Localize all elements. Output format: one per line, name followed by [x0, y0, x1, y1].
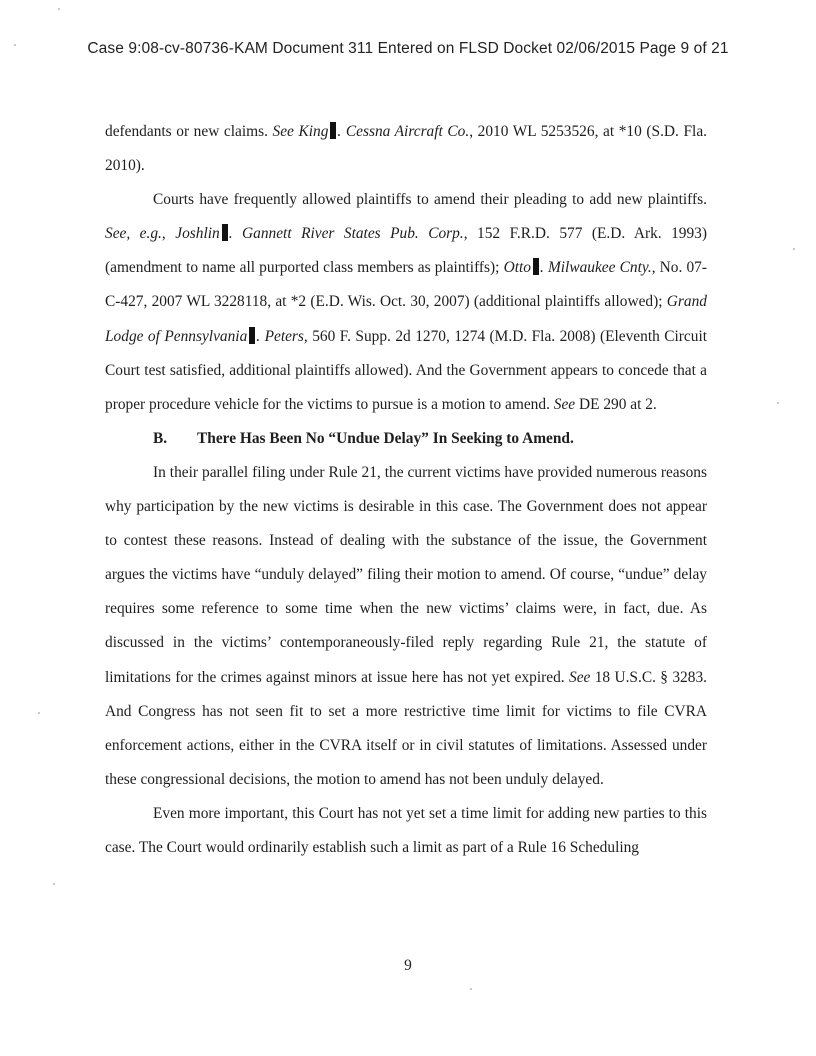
paragraph-time-limit [105, 797, 707, 865]
redaction-mark [249, 327, 255, 344]
citation-peters: . Peters [256, 327, 304, 345]
paragraph-amend-plaintiffs [105, 183, 707, 422]
citation-king: See King [272, 123, 329, 140]
signal-see-eg: See, e.g. [105, 225, 162, 243]
paragraph-undue-delay [105, 456, 707, 797]
text-run: defendants or new claims. [105, 123, 273, 140]
text-run: , [161, 225, 176, 243]
citation-cessna: . Cessna Aircraft Co. [337, 123, 470, 140]
document-body [105, 115, 707, 865]
citation-gannett: . Gannett River States Pub. Corp. [228, 225, 464, 243]
text-run: , No. 07-C-427, 2007 WL 3228118, at *2 (E.D. Wis. Oct. 30, 2007) (additional plaintiffs allowed); [105, 259, 707, 311]
page-number: 9 [404, 957, 412, 974]
text-run: Courts have frequently allowed plaintiffs to amend their pleading to add new plaintiffs. [153, 191, 707, 209]
citation-grand-lodge: Grand Lodge of Pennsylvania [105, 293, 707, 345]
paragraph-continuation [105, 115, 707, 183]
scan-speck [470, 988, 472, 990]
docket-header: Case 9:08-cv-80736-KAM Document 311 Entered on FLSD Docket 02/06/2015 Page 9 of 21 [87, 40, 729, 57]
text-run: In their parallel filing under Rule 21, the current victims have provided numerous reasons why participation by the new victims is desirable in this case. The Government does not appear to contest these reasons. Instead of dealing with the substance of the issue, the Government argues the victims have “unduly delayed” filing their motion to amend. Of course, “undue” delay requires some reference to some time when the new victims’ claims were, in fact, due. As discussed in the victims’ contemporaneously-filed reply regarding Rule 21, the statute of limitations for the crimes against minors at issue here has not yet expired. [105, 463, 707, 686]
text-run: , 152 F.R.D. 577 (E.D. Ark. 1993) (amendment to name all purported class members as plaintiffs); [105, 225, 707, 277]
text-run: 18 U.S.C. § 3283. And Congress has not seen fit to set a more restrictive time limit for victims to file CVRA enforcement actions, either in the CVRA itself or in civil statutes of limitations. Assessed under these congressional decisions, the motion to amend has not been unduly delayed. [105, 668, 707, 788]
text-run: Even more important, this Court has not yet set a time limit for adding new parties to this case. The Court would ordinarily establish such a limit as part of a Rule 16 Scheduling [105, 804, 707, 856]
text-run: , 560 F. Supp. 2d 1270, 1274 (M.D. Fla. 2008) (Eleventh Circuit Court test satisfied, additional plaintiffs allowed). And the Government appears to concede that a proper procedure vehicle for the victims to pursue is a motion to amend. [105, 327, 707, 413]
text-run: , 2010 WL 5253526, at *10 (S.D. Fla. 2010). [105, 123, 707, 175]
section-heading [105, 422, 707, 456]
citation-otto: Otto [503, 259, 531, 277]
scan-speck [58, 8, 60, 10]
scan-speck [793, 248, 795, 250]
scan-speck [14, 44, 16, 46]
redaction-mark [222, 224, 228, 241]
citation-milwaukee: . Milwaukee Cnty. [539, 259, 652, 277]
scan-speck [777, 402, 779, 404]
scan-speck [38, 712, 40, 714]
redaction-mark [533, 258, 539, 275]
signal-see: See [553, 395, 576, 413]
citation-joshlin: Joshlin [175, 225, 220, 243]
redaction-mark [330, 122, 336, 139]
section-letter: B. [153, 429, 168, 447]
text-run: DE 290 at 2. [575, 395, 657, 413]
signal-see: See [569, 668, 591, 686]
section-title: There Has Been No “Undue Delay” In Seeking to Amend. [197, 429, 574, 447]
scan-speck [53, 883, 55, 885]
